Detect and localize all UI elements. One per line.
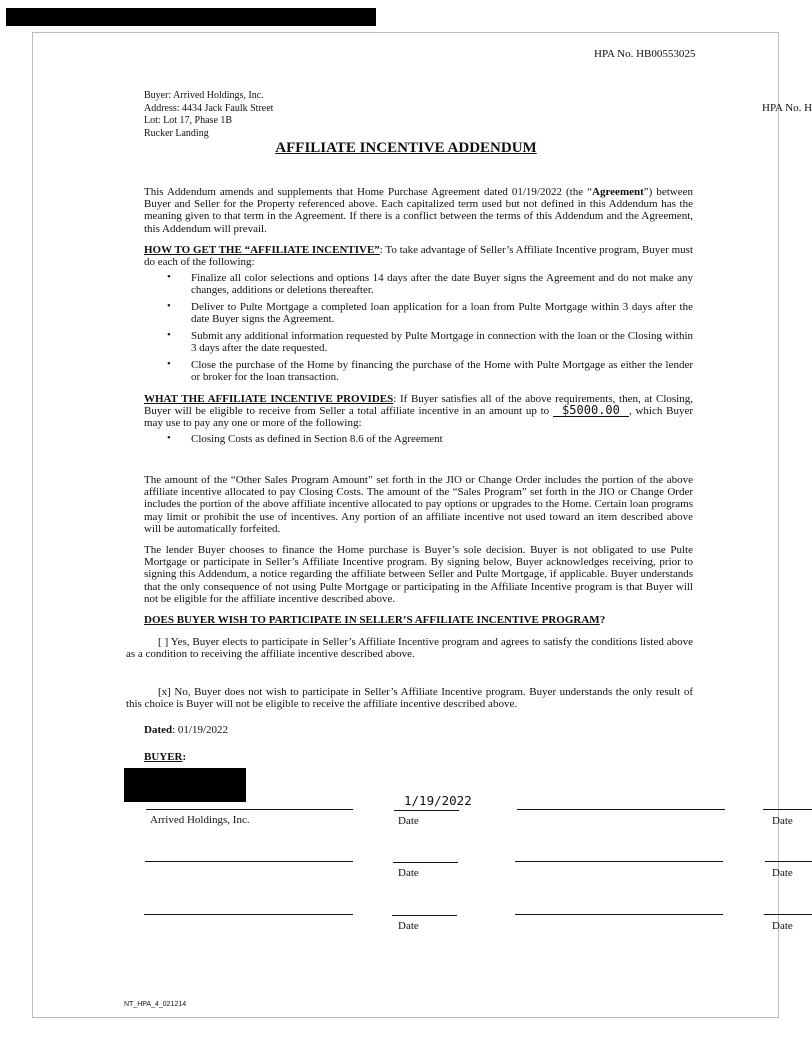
signer-name: Arrived Holdings, Inc. [150, 814, 250, 826]
lender-paragraph: The lender Buyer chooses to finance the Home purchase is Buyer’s sole decision. Buyer is not obligated to use Pulte Mortgage or participate in Seller’s Affiliate Incentive program. By signing below, Buyer acknowledges receiving, prior to signing this Addendum, a notice regarding the affiliate between Seller and Pulte Mortgage, if applicable. Buyer understands that the only consequence of not using Pulte Mortgage or participating in the Affiliate Incentive program is that Buyer will not be eligible for the affiliate incentive described above. [144, 544, 693, 605]
how-to-text: : To take advantage of Seller’s Affiliate Incentive program, Buyer must do each of the following: [144, 244, 694, 269]
date-label: Date [398, 815, 419, 827]
option-no [126, 686, 693, 710]
date-line-right-2[interactable] [765, 861, 812, 862]
bullet-dot: • [167, 358, 171, 370]
signed-date: 1/19/2022 [404, 793, 472, 808]
provides-text-after: , which Buyer may use to pay any one or more of the following: [144, 405, 693, 430]
requirement-bullet-2: Deliver to Pulte Mortgage a completed loan application for a loan from Pulte Mortgage within 3 days after the date Buyer signs the Agreement. [191, 301, 693, 326]
question-text: DOES BUYER WISH TO PARTICIPATE IN SELLER’S AFFILIATE INCENTIVE PROGRAM [144, 614, 600, 626]
dated-value: : 01/19/2022 [172, 724, 229, 736]
signature-line-buyer-6[interactable] [515, 914, 723, 915]
intro-paragraph [144, 186, 693, 235]
hpa-number: HPA No. HB00553025 [594, 48, 696, 60]
footer-form-code: NT_HPA_4_021214 [124, 1001, 187, 1008]
buyer-line: Buyer: Arrived Holdings, Inc. [144, 90, 264, 101]
signature-redaction [124, 768, 246, 802]
requirement-bullet-4: Close the purchase of the Home by financing the purchase of the Home with Pulte Mortgage as either the lender or broker for the loan transaction. [191, 359, 693, 384]
date-line-right-3[interactable] [764, 914, 812, 915]
requirement-bullet-1: Finalize all color selections and options 14 days after the date Buyer signs the Agreement and do not make any changes, additions or deletions thereafter. [191, 272, 693, 297]
signature-line-buyer-1[interactable] [146, 809, 353, 810]
buyer-label-colon: : [182, 751, 187, 763]
bullet-dot: • [167, 329, 171, 341]
provides-heading: WHAT THE AFFILIATE INCENTIVE PROVIDES [144, 393, 394, 405]
signature-line-buyer-2[interactable] [517, 809, 725, 810]
date-line-1[interactable] [394, 810, 459, 811]
signature-line-buyer-3[interactable] [145, 861, 353, 862]
date-line-2[interactable] [393, 862, 458, 863]
document-title: AFFILIATE INCENTIVE ADDENDUM [275, 140, 537, 156]
date-label: Date [398, 920, 419, 932]
lot-line: Lot: Lot 17, Phase 1B [144, 115, 233, 126]
intro-text-before: This Addendum amends and supplements that Home Purchase Agreement dated 01/19/2022 (the “ [144, 186, 593, 198]
community-line: Rucker Landing [144, 127, 209, 139]
date-line-3[interactable] [392, 915, 457, 916]
bullet-dot: • [167, 271, 171, 283]
signature-line-buyer-5[interactable] [144, 914, 353, 915]
option-yes-text: Yes, Buyer elects to participate in Seller’s Affiliate Incentive program and agrees to satisfy the conditions listed above as a condition to receiving the affiliate incentive described above. [126, 636, 693, 661]
dated-label: Dated [144, 724, 173, 736]
provides-paragraph [144, 393, 693, 430]
agreement-term: Agreement [592, 186, 644, 198]
other-sales-paragraph: The amount of the “Other Sales Program Amount” set forth in the JIO or Change Order includes the portion of the above affiliate incentive allocated to pay Closing Costs. The amount of the “Sales Program” set forth in the JIO or Change Order includes the portion of the above affiliate incentive allocated to pay options or upgrades to the Home. Certain loan programs may limit or prohibit the use of incentives. Any portion of an affiliate incentive not used toward an item described above will be automatically forfeited. [144, 474, 693, 535]
buyer-label: BUYER [144, 751, 183, 763]
dated-line [144, 724, 228, 736]
bullet-dot: • [167, 432, 171, 444]
date-label: Date [772, 867, 793, 879]
option-yes-checkbox[interactable]: [ ] [158, 636, 169, 648]
property-header [144, 90, 273, 140]
date-label: Date [398, 867, 419, 879]
requirement-bullet-3: Submit any additional information requested by Pulte Mortgage in connection with the loan or the Closing within 3 days after the date requested. [191, 330, 693, 355]
option-no-checkbox[interactable]: [x] [158, 686, 171, 698]
participation-question [144, 614, 693, 626]
option-no-text: No, Buyer does not wish to participate in Seller’s Affiliate Incentive program. Buyer understands the only result of this choice is Buyer will not be eligible to receive the affiliate incentive described above. [126, 686, 693, 711]
buyer-label-line [144, 751, 186, 763]
closing-costs-bullet: Closing Costs as defined in Section 8.6 of the Agreement [191, 433, 443, 445]
date-line-right-1[interactable] [763, 809, 812, 810]
date-label: Date [772, 815, 793, 827]
redaction-bar-top [6, 8, 376, 26]
provides-text-before: : If Buyer satisfies all of the above requirements, then, at Closing, Buyer will be eligible to receive from Seller a total affiliate incentive in an amount up to [144, 393, 693, 418]
address-line: Address: 4434 Jack Faulk Street [144, 102, 274, 114]
how-to-paragraph [144, 244, 693, 268]
how-to-heading: HOW TO GET THE “AFFILIATE INCENTIVE” [144, 244, 380, 256]
date-label: Date [772, 920, 793, 932]
intro-text-after: ”) between Buyer and Seller for the Property referenced above. Each capitalized term used but not defined in this Addendum has the meaning given to that term in the Agreement. If there is a conflict between the terms of this Addendum and the Agreement, this Addendum will prevail. [144, 186, 693, 235]
hpa-number-overflow: HPA No. H [762, 102, 812, 114]
option-yes [126, 636, 693, 660]
signature-line-buyer-4[interactable] [515, 861, 723, 862]
bullet-dot: • [167, 300, 171, 312]
question-mark: ? [599, 614, 606, 626]
incentive-amount: $5000.00 [553, 405, 629, 417]
